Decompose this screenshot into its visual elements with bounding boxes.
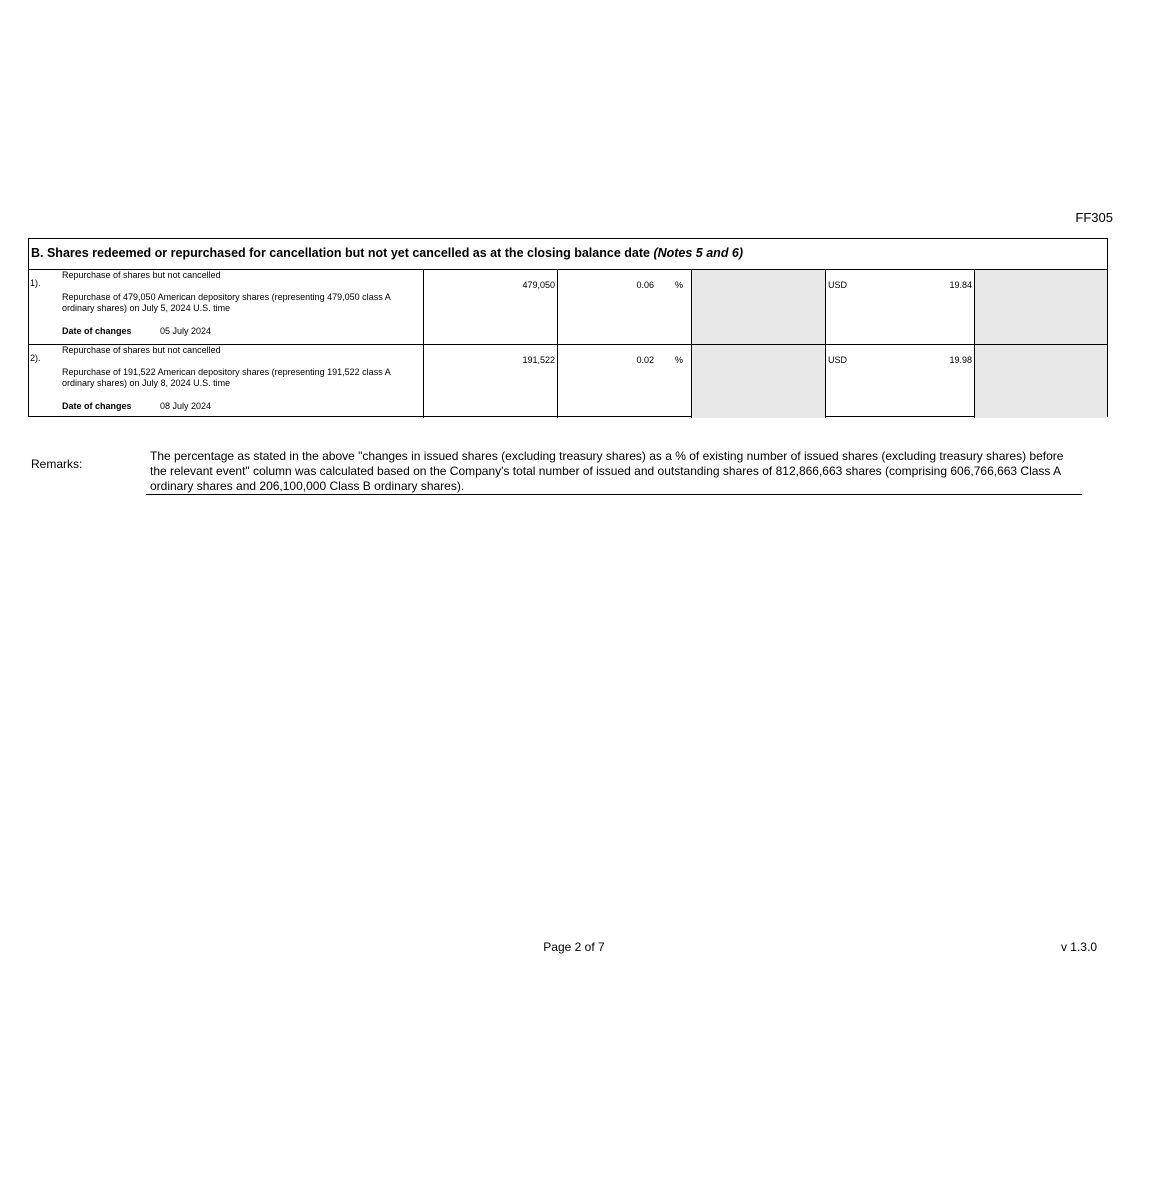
change-type: Repurchase of shares but not cancelled [62,270,221,280]
date-value: 08 July 2024 [160,401,212,411]
price-cell [825,270,974,344]
percent-sign: % [674,280,683,290]
shares-value: 191,522 [522,355,555,365]
currency: USD [828,280,848,290]
section-title [29,239,1107,270]
date-value: 05 July 2024 [160,326,212,336]
percent-sign: % [674,355,683,365]
remarks-text: The percentage as stated in the above "changes in issued shares (excluding treasury shares) as a % of existing number of issued shares (excluding treasury shares) before the relevant event" column was calculated based on the Company's total number of issued and outstanding shares of 812,866,663 shares (comprising 606,766,663 Class A ordinary shares and 206,100,000 Class B ordinary shares). [146,449,1082,495]
remarks-label: Remarks: [31,457,83,471]
description-cell [29,270,423,344]
change-description: Repurchase of 191,522 American depository shares (representing 191,522 class A ordinary shares) on July 8, 2024 U.S. time [62,367,391,388]
price-value: 19.84 [949,280,972,290]
version-label: v 1.3.0 [1060,940,1097,954]
percentage-cell [557,270,691,344]
change-description: Repurchase of 479,050 American depository shares (representing 479,050 class A ordinary shares) on July 5, 2024 U.S. time [62,292,391,313]
shares-cell [423,345,557,418]
currency: USD [828,355,848,365]
row-index: 1). [30,278,41,288]
percentage-cell [557,345,691,418]
percentage-value: 0.02 [636,355,654,365]
price-cell [825,345,974,418]
repurchase-section [28,238,1108,417]
price-value: 19.98 [949,355,972,365]
section-title-notes: (Notes 5 and 6) [653,246,744,260]
shares-value: 479,050 [522,280,555,290]
row-index: 2). [30,353,41,363]
shares-cell [423,270,557,344]
table-row [29,270,1107,344]
percentage-value: 0.06 [636,280,654,290]
description-cell [29,345,423,418]
change-type: Repurchase of shares but not cancelled [62,345,221,355]
shaded-cell [974,345,1107,418]
page-number: Page 2 of 7 [543,940,605,954]
shaded-cell [691,345,825,418]
date-label: Date of changes [62,401,132,411]
shaded-cell [691,270,825,344]
form-code: FF305 [1075,210,1113,225]
section-title-text: B. Shares redeemed or repurchased for cancellation but not yet cancelled as at the closing balance date [31,246,650,260]
shaded-cell [974,270,1107,344]
date-label: Date of changes [62,326,132,336]
table-row [29,344,1107,418]
